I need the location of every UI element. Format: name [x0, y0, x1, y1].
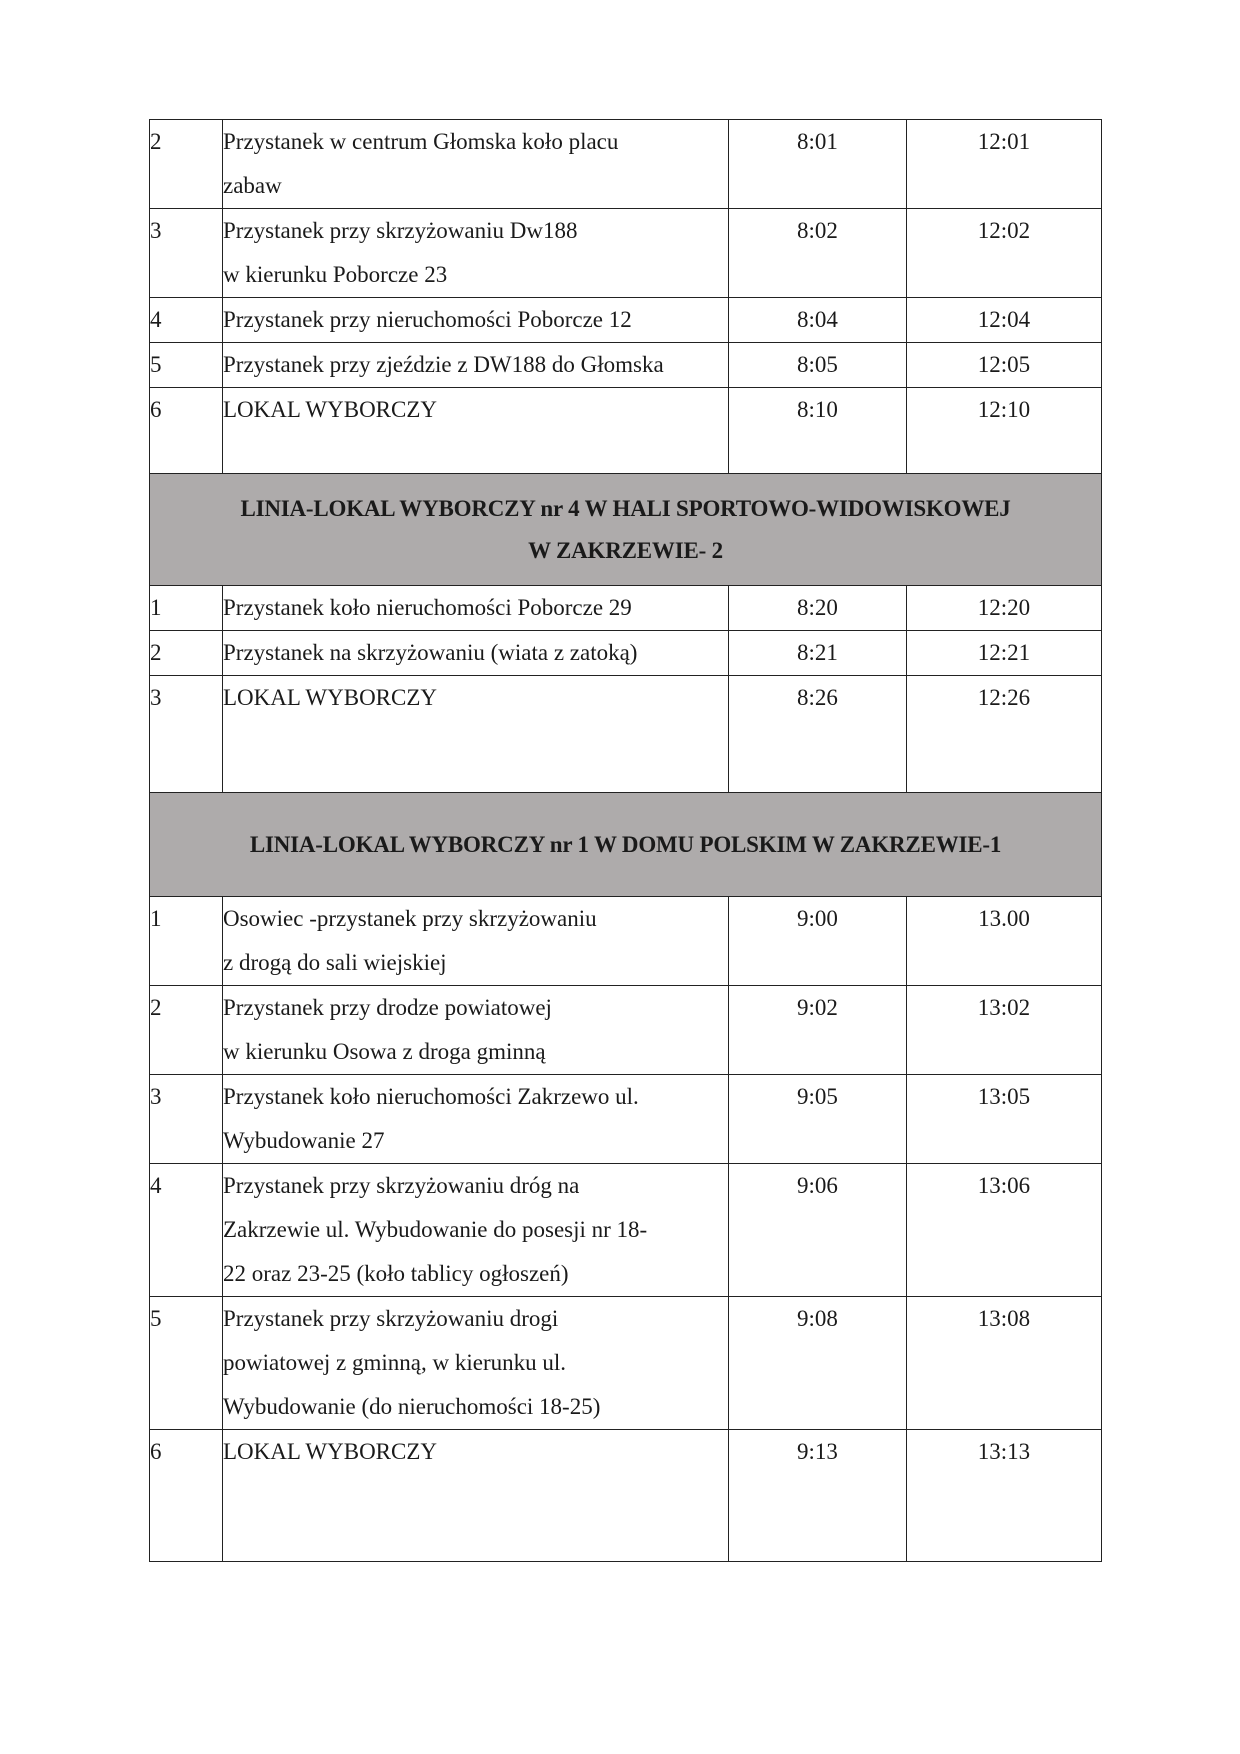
- table-row: [150, 388, 1102, 474]
- departure-time-midday: 12:21: [907, 631, 1102, 676]
- route-header: [150, 793, 1102, 897]
- table-row: [150, 586, 1102, 631]
- stop-name: [223, 676, 729, 793]
- stop-name-line: Przystanek przy nieruchomości Poborcze 12: [223, 307, 632, 332]
- departure-time-midday: 12:04: [907, 298, 1102, 343]
- departure-time-midday: 13:13: [907, 1430, 1102, 1562]
- departure-time-midday: 13:08: [907, 1297, 1102, 1430]
- stop-name: [223, 120, 729, 209]
- departure-time-midday: 13:05: [907, 1075, 1102, 1164]
- departure-time-morning: 8:04: [729, 298, 907, 343]
- stop-name-line: powiatowej z gminną, w kierunku ul.: [223, 1350, 567, 1375]
- table-row: [150, 1075, 1102, 1164]
- schedule-table: [149, 119, 1102, 1562]
- stop-name: [223, 1164, 729, 1297]
- schedule-body: [150, 120, 1102, 1562]
- stop-name: [223, 209, 729, 298]
- table-row: [150, 897, 1102, 986]
- stop-number: 5: [150, 1297, 223, 1430]
- stop-name: [223, 986, 729, 1075]
- stop-name: [223, 897, 729, 986]
- stop-name-line: LOKAL WYBORCZY: [223, 1439, 438, 1464]
- route-header-line: LINIA-LOKAL WYBORCZY nr 1 W DOMU POLSKIM W ZAKRZEWIE-1: [249, 831, 1002, 857]
- stop-name-line: LOKAL WYBORCZY: [223, 685, 438, 710]
- departure-time-morning: 8:10: [729, 388, 907, 474]
- stop-name-line: Przystanek przy drodze powiatowej: [223, 995, 552, 1020]
- stop-name-line: Przystanek przy skrzyżowaniu drogi: [223, 1306, 559, 1331]
- departure-time-midday: 13.00: [907, 897, 1102, 986]
- departure-time-morning: 8:05: [729, 343, 907, 388]
- stop-number: 4: [150, 1164, 223, 1297]
- departure-time-morning: 9:02: [729, 986, 907, 1075]
- stop-name-line: w kierunku Osowa z droga gminną: [223, 1039, 546, 1064]
- stop-name: [223, 631, 729, 676]
- stop-name: [223, 1297, 729, 1430]
- table-row: [150, 209, 1102, 298]
- table-row: [150, 1297, 1102, 1430]
- stop-number: 6: [150, 388, 223, 474]
- stop-name-line: Przystanek przy skrzyżowaniu Dw188: [223, 218, 578, 243]
- departure-time-morning: 8:20: [729, 586, 907, 631]
- departure-time-morning: 8:26: [729, 676, 907, 793]
- table-row: [150, 986, 1102, 1075]
- route-header-row: [150, 474, 1102, 586]
- table-row: [150, 298, 1102, 343]
- stop-name: [223, 1430, 729, 1562]
- stop-name: [223, 298, 729, 343]
- stop-name-line: Przystanek w centrum Głomska koło placu: [223, 129, 619, 154]
- stop-name-line: Osowiec -przystanek przy skrzyżowaniu: [223, 906, 597, 931]
- stop-name-line: Przystanek przy skrzyżowaniu dróg na: [223, 1173, 580, 1198]
- departure-time-midday: 12:02: [907, 209, 1102, 298]
- departure-time-morning: 9:13: [729, 1430, 907, 1562]
- stop-number: 3: [150, 1075, 223, 1164]
- stop-number: 4: [150, 298, 223, 343]
- table-row: [150, 631, 1102, 676]
- departure-time-midday: 13:02: [907, 986, 1102, 1075]
- stop-number: 3: [150, 209, 223, 298]
- departure-time-morning: 9:00: [729, 897, 907, 986]
- departure-time-midday: 12:20: [907, 586, 1102, 631]
- stop-name-line: Wybudowanie (do nieruchomości 18-25): [223, 1394, 601, 1419]
- departure-time-morning: 9:06: [729, 1164, 907, 1297]
- table-row: [150, 1164, 1102, 1297]
- route-header-line: W ZAKRZEWIE- 2: [528, 537, 723, 563]
- stop-name-line: Przystanek koło nieruchomości Zakrzewo ul.: [223, 1084, 639, 1109]
- table-row: [150, 676, 1102, 793]
- stop-name-line: 22 oraz 23-25 (koło tablicy ogłoszeń): [223, 1261, 569, 1286]
- stop-number: 2: [150, 631, 223, 676]
- stop-name-line: Przystanek koło nieruchomości Poborcze 29: [223, 595, 632, 620]
- stop-number: 6: [150, 1430, 223, 1562]
- stop-number: 1: [150, 897, 223, 986]
- stop-number: 2: [150, 120, 223, 209]
- stop-number: 5: [150, 343, 223, 388]
- stop-name: [223, 586, 729, 631]
- stop-name-line: LOKAL WYBORCZY: [223, 397, 438, 422]
- stop-number: 1: [150, 586, 223, 631]
- stop-number: 2: [150, 986, 223, 1075]
- departure-time-morning: 9:05: [729, 1075, 907, 1164]
- stop-name-line: Wybudowanie 27: [223, 1128, 385, 1153]
- stop-name-line: Przystanek przy zjeździe z DW188 do Głomska: [223, 352, 664, 377]
- departure-time-morning: 8:01: [729, 120, 907, 209]
- stop-name-line: Przystanek na skrzyżowaniu (wiata z zatoką): [223, 640, 638, 665]
- route-header-row: [150, 793, 1102, 897]
- table-row: [150, 1430, 1102, 1562]
- table-row: [150, 120, 1102, 209]
- departure-time-midday: 12:01: [907, 120, 1102, 209]
- departure-time-morning: 8:21: [729, 631, 907, 676]
- stop-name-line: Zakrzewie ul. Wybudowanie do posesji nr 18-: [223, 1217, 648, 1242]
- stop-name-line: w kierunku Poborcze 23: [223, 262, 448, 287]
- departure-time-morning: 9:08: [729, 1297, 907, 1430]
- stop-name-line: z drogą do sali wiejskiej: [223, 950, 447, 975]
- departure-time-midday: 12:10: [907, 388, 1102, 474]
- stop-name-line: zabaw: [223, 173, 282, 198]
- stop-name: [223, 1075, 729, 1164]
- stop-name: [223, 343, 729, 388]
- route-header-line: LINIA-LOKAL WYBORCZY nr 4 W HALI SPORTOWO-WIDOWISKOWEJ: [240, 495, 1011, 521]
- stop-name: [223, 388, 729, 474]
- route-header: [150, 474, 1102, 586]
- departure-time-midday: 12:05: [907, 343, 1102, 388]
- stop-number: 3: [150, 676, 223, 793]
- departure-time-midday: 12:26: [907, 676, 1102, 793]
- departure-time-morning: 8:02: [729, 209, 907, 298]
- departure-time-midday: 13:06: [907, 1164, 1102, 1297]
- table-row: [150, 343, 1102, 388]
